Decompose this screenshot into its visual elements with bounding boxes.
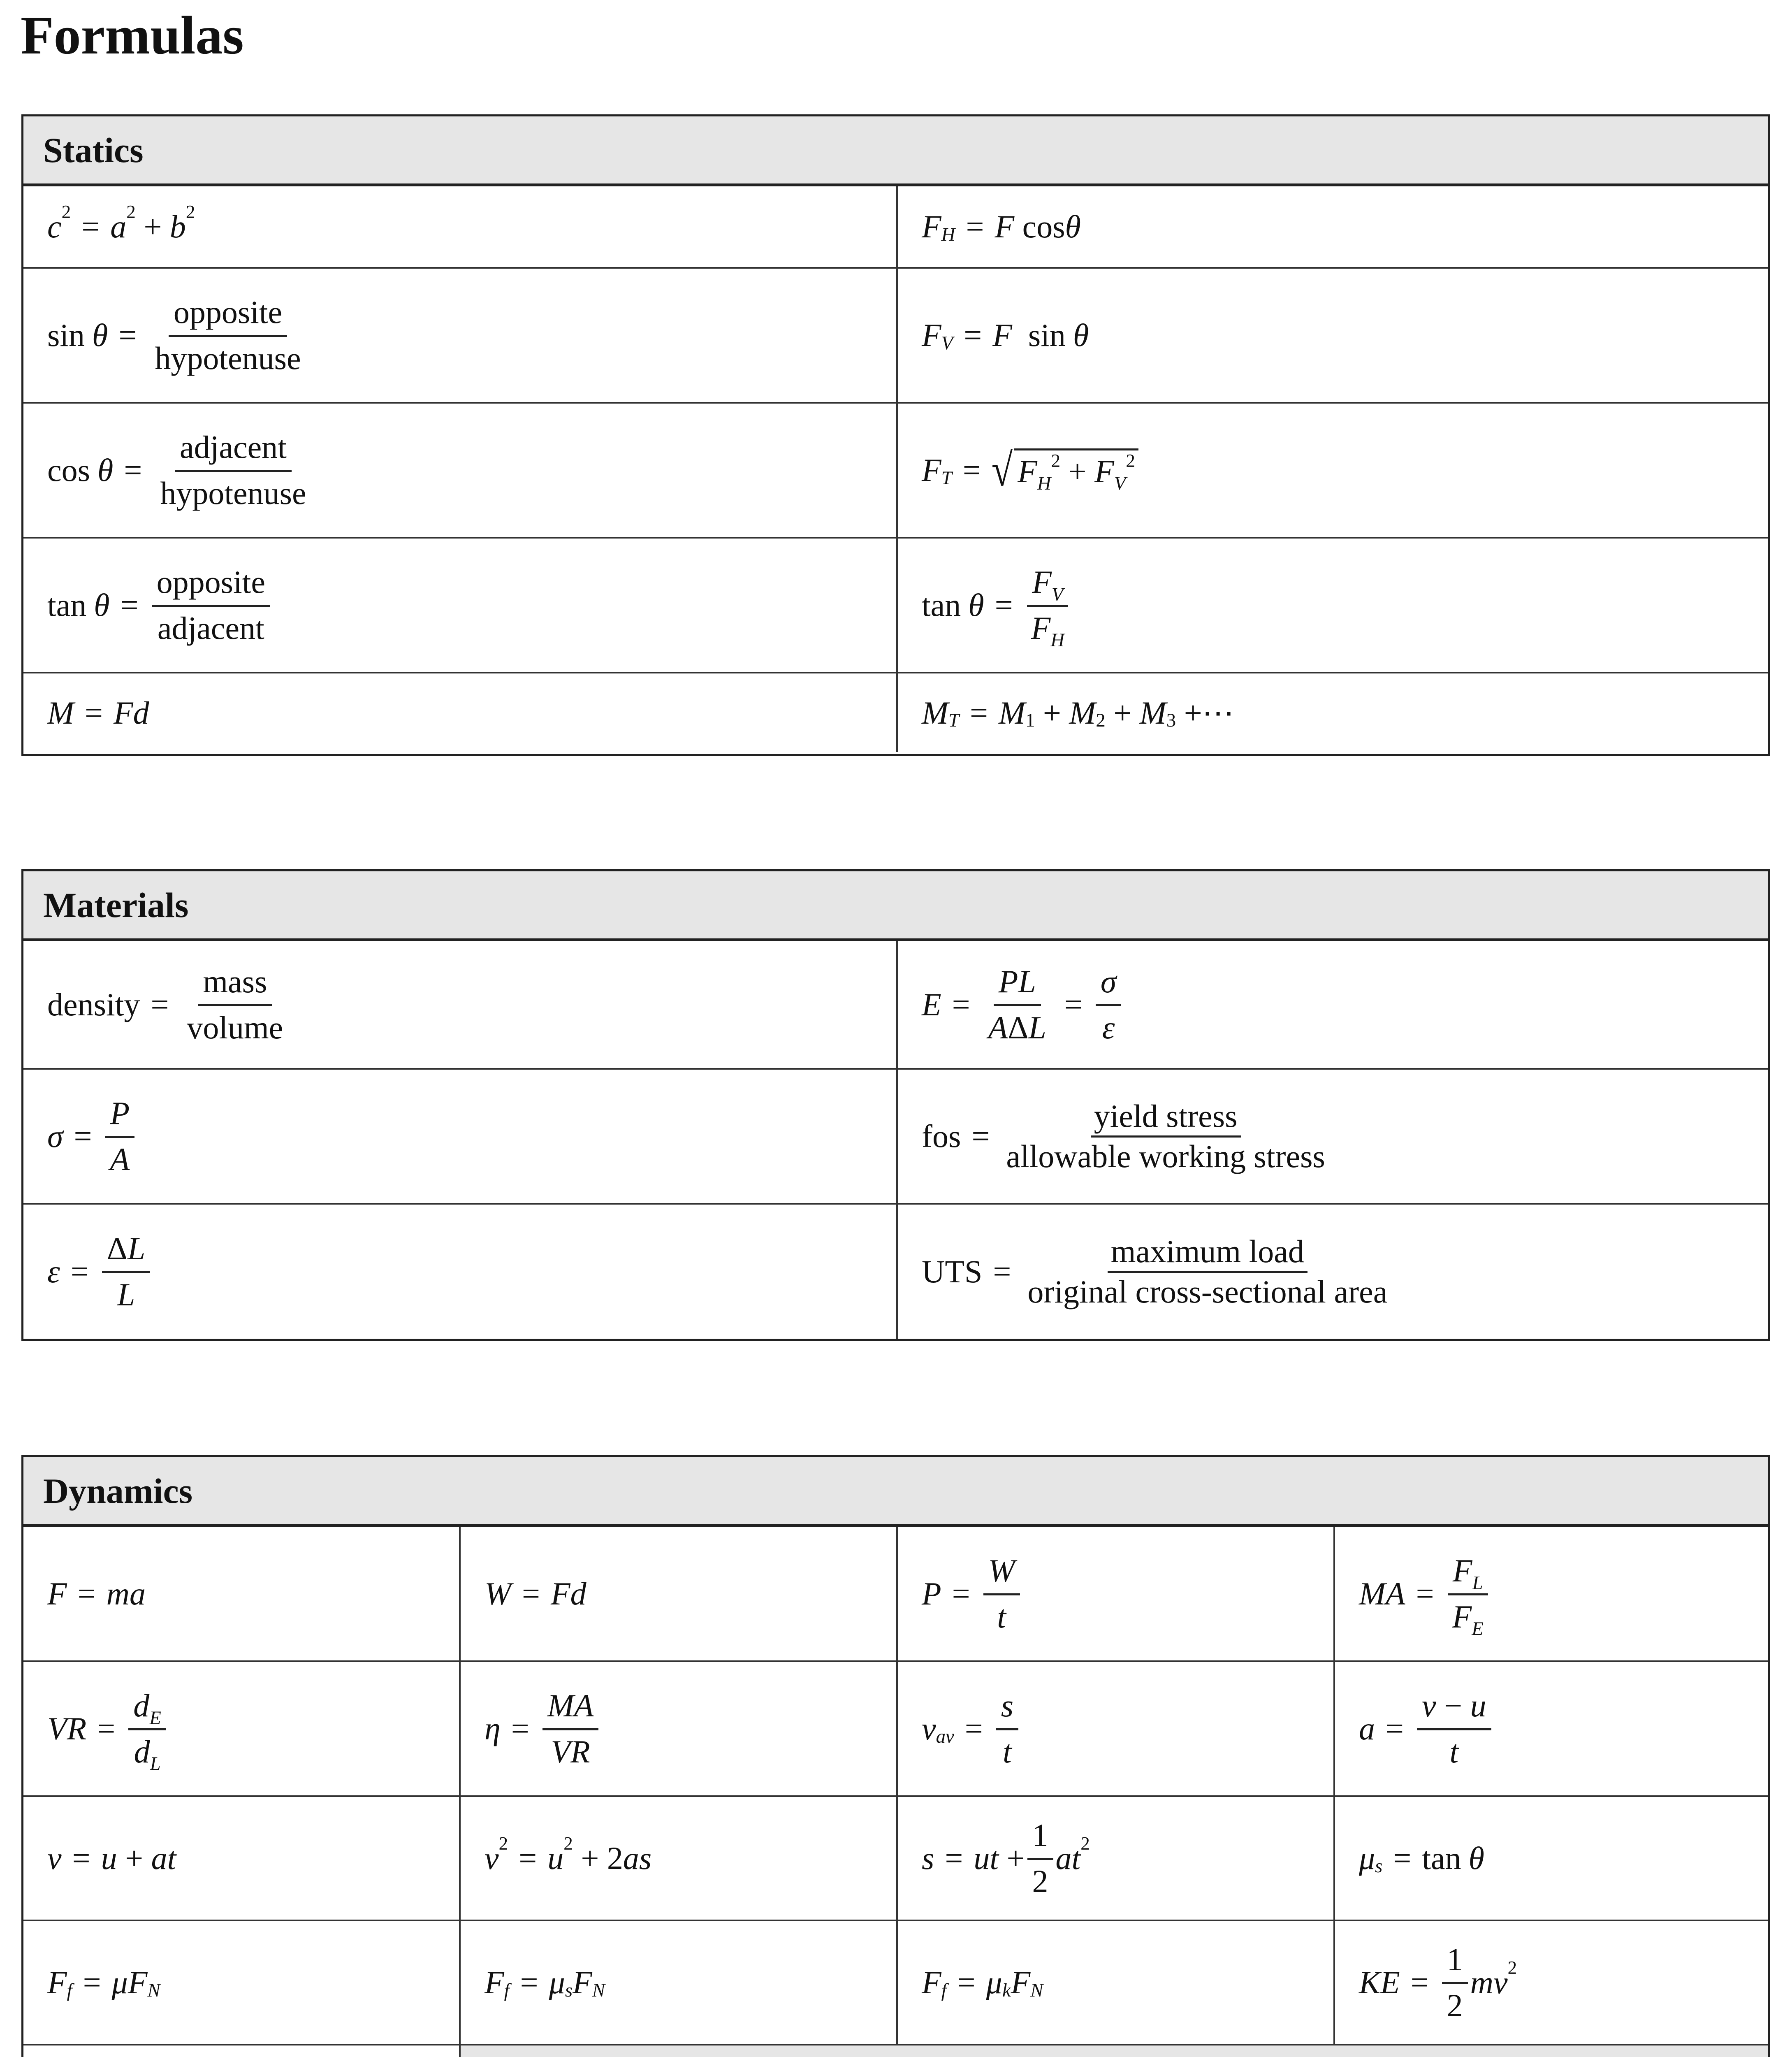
formula-displacement: s = ut + $\frac{1}{2}$ at $^2$: [898, 1797, 1335, 1921]
formula-average-velocity: v $_{av}$ = $\frac{s}{t}$: [898, 1662, 1335, 1797]
formula-static-friction-force: F $_f$ = μ $_s$ F $_N$: [461, 1921, 898, 2045]
formula-acceleration: a = $\frac{v - u}{t}$: [1335, 1662, 1768, 1797]
formula-sine: sin θ = $\frac{\text{opposite}}{\text{hypotenuse}}$: [23, 269, 898, 404]
formula-mechanical-advantage: MA = $\frac{F_L}{F_E}$: [1335, 1527, 1768, 1662]
formula-total-moment: M $_T$ = M $_1$ + M $_2$ + M $_3$ +⋯: [922, 694, 1234, 731]
formula-final-velocity: v = u + at: [23, 1797, 461, 1921]
formula-ultimate-tensile-strength: UTS = $\frac{\text{maximum load}}{\text{original cross-sectional area}}$: [922, 1233, 1388, 1309]
materials-section: [21, 869, 1770, 1341]
formula-friction-force: F $_f$ = μF $_N$: [23, 1921, 461, 2045]
section-heading: Materials: [23, 871, 1768, 941]
section-heading: Statics: [23, 116, 1768, 186]
formula-vertical-force: F $_V$ = F sin θ: [898, 269, 1768, 404]
formula-velocity-ratio: VR = $\frac{d_E}{d_L}$: [23, 1662, 461, 1797]
page-title: Formulas: [21, 5, 244, 65]
formula-tangent: tan θ = $\frac{\text{opposite}}{\text{adjacent}}$: [23, 539, 898, 673]
formula-total-force: F $_T$ = √ $F_H^2 + F_V^2$: [898, 404, 1768, 539]
formula-kinetic-energy: KE = $\frac{1}{2}$ mv $^2$: [1335, 1921, 1768, 2045]
formula-strain: ε = $\frac{\Delta L}{L}$: [23, 1205, 898, 1339]
formula-potential-energy: [23, 2045, 461, 2057]
statics-section: [21, 114, 1770, 756]
section-heading: Dynamics: [23, 1457, 1768, 1527]
formula-youngs-modulus: E = $\frac{PL}{\text{AΔL}}$ = $\frac{\sigma}{\varepsilon}$: [898, 941, 1768, 1070]
formula-density: density = $\frac{\text{mass}}{\text{volume}}$: [23, 941, 898, 1070]
dynamics-section: [21, 1455, 1770, 2057]
formula-power: P = $\frac{W}{t}$: [898, 1527, 1335, 1662]
formula-efficiency: η = $\frac{MA}{VR}$: [461, 1662, 898, 1797]
formula-pythagoras: c $^2$ = a $^2$ + b $^2$: [23, 186, 898, 269]
formula-static-friction-coefficient: μ $_s$ = tan θ: [1335, 1797, 1768, 1921]
formula-moment: M = Fd: [23, 673, 898, 752]
formula-newton-second-law: F = ma: [23, 1527, 461, 1662]
formula-factor-of-safety: fos = $\frac{\text{yield stress}}{\text{allowable working stress}}$: [898, 1070, 1768, 1205]
formula-cosine: cos θ = $\frac{\text{adjacent}}{\text{hypotenuse}}$: [23, 404, 898, 539]
formula-velocity-squared: v $^2$ = u $^2$ + 2 as: [461, 1797, 898, 1921]
formula-kinetic-friction-force: F $_f$ = μ $_k$ F $_N$: [898, 1921, 1335, 2045]
formula-stress: σ = $\frac{P}{A}$: [23, 1070, 898, 1205]
formula-force-angle: tan θ = $\frac{F_V}{F_H}$: [898, 539, 1768, 673]
empty-shaded-cell: [461, 2045, 1768, 2057]
formula-horizontal-force: F $_H$ = F cos θ: [898, 186, 1768, 269]
formula-work: W = Fd: [461, 1527, 898, 1662]
